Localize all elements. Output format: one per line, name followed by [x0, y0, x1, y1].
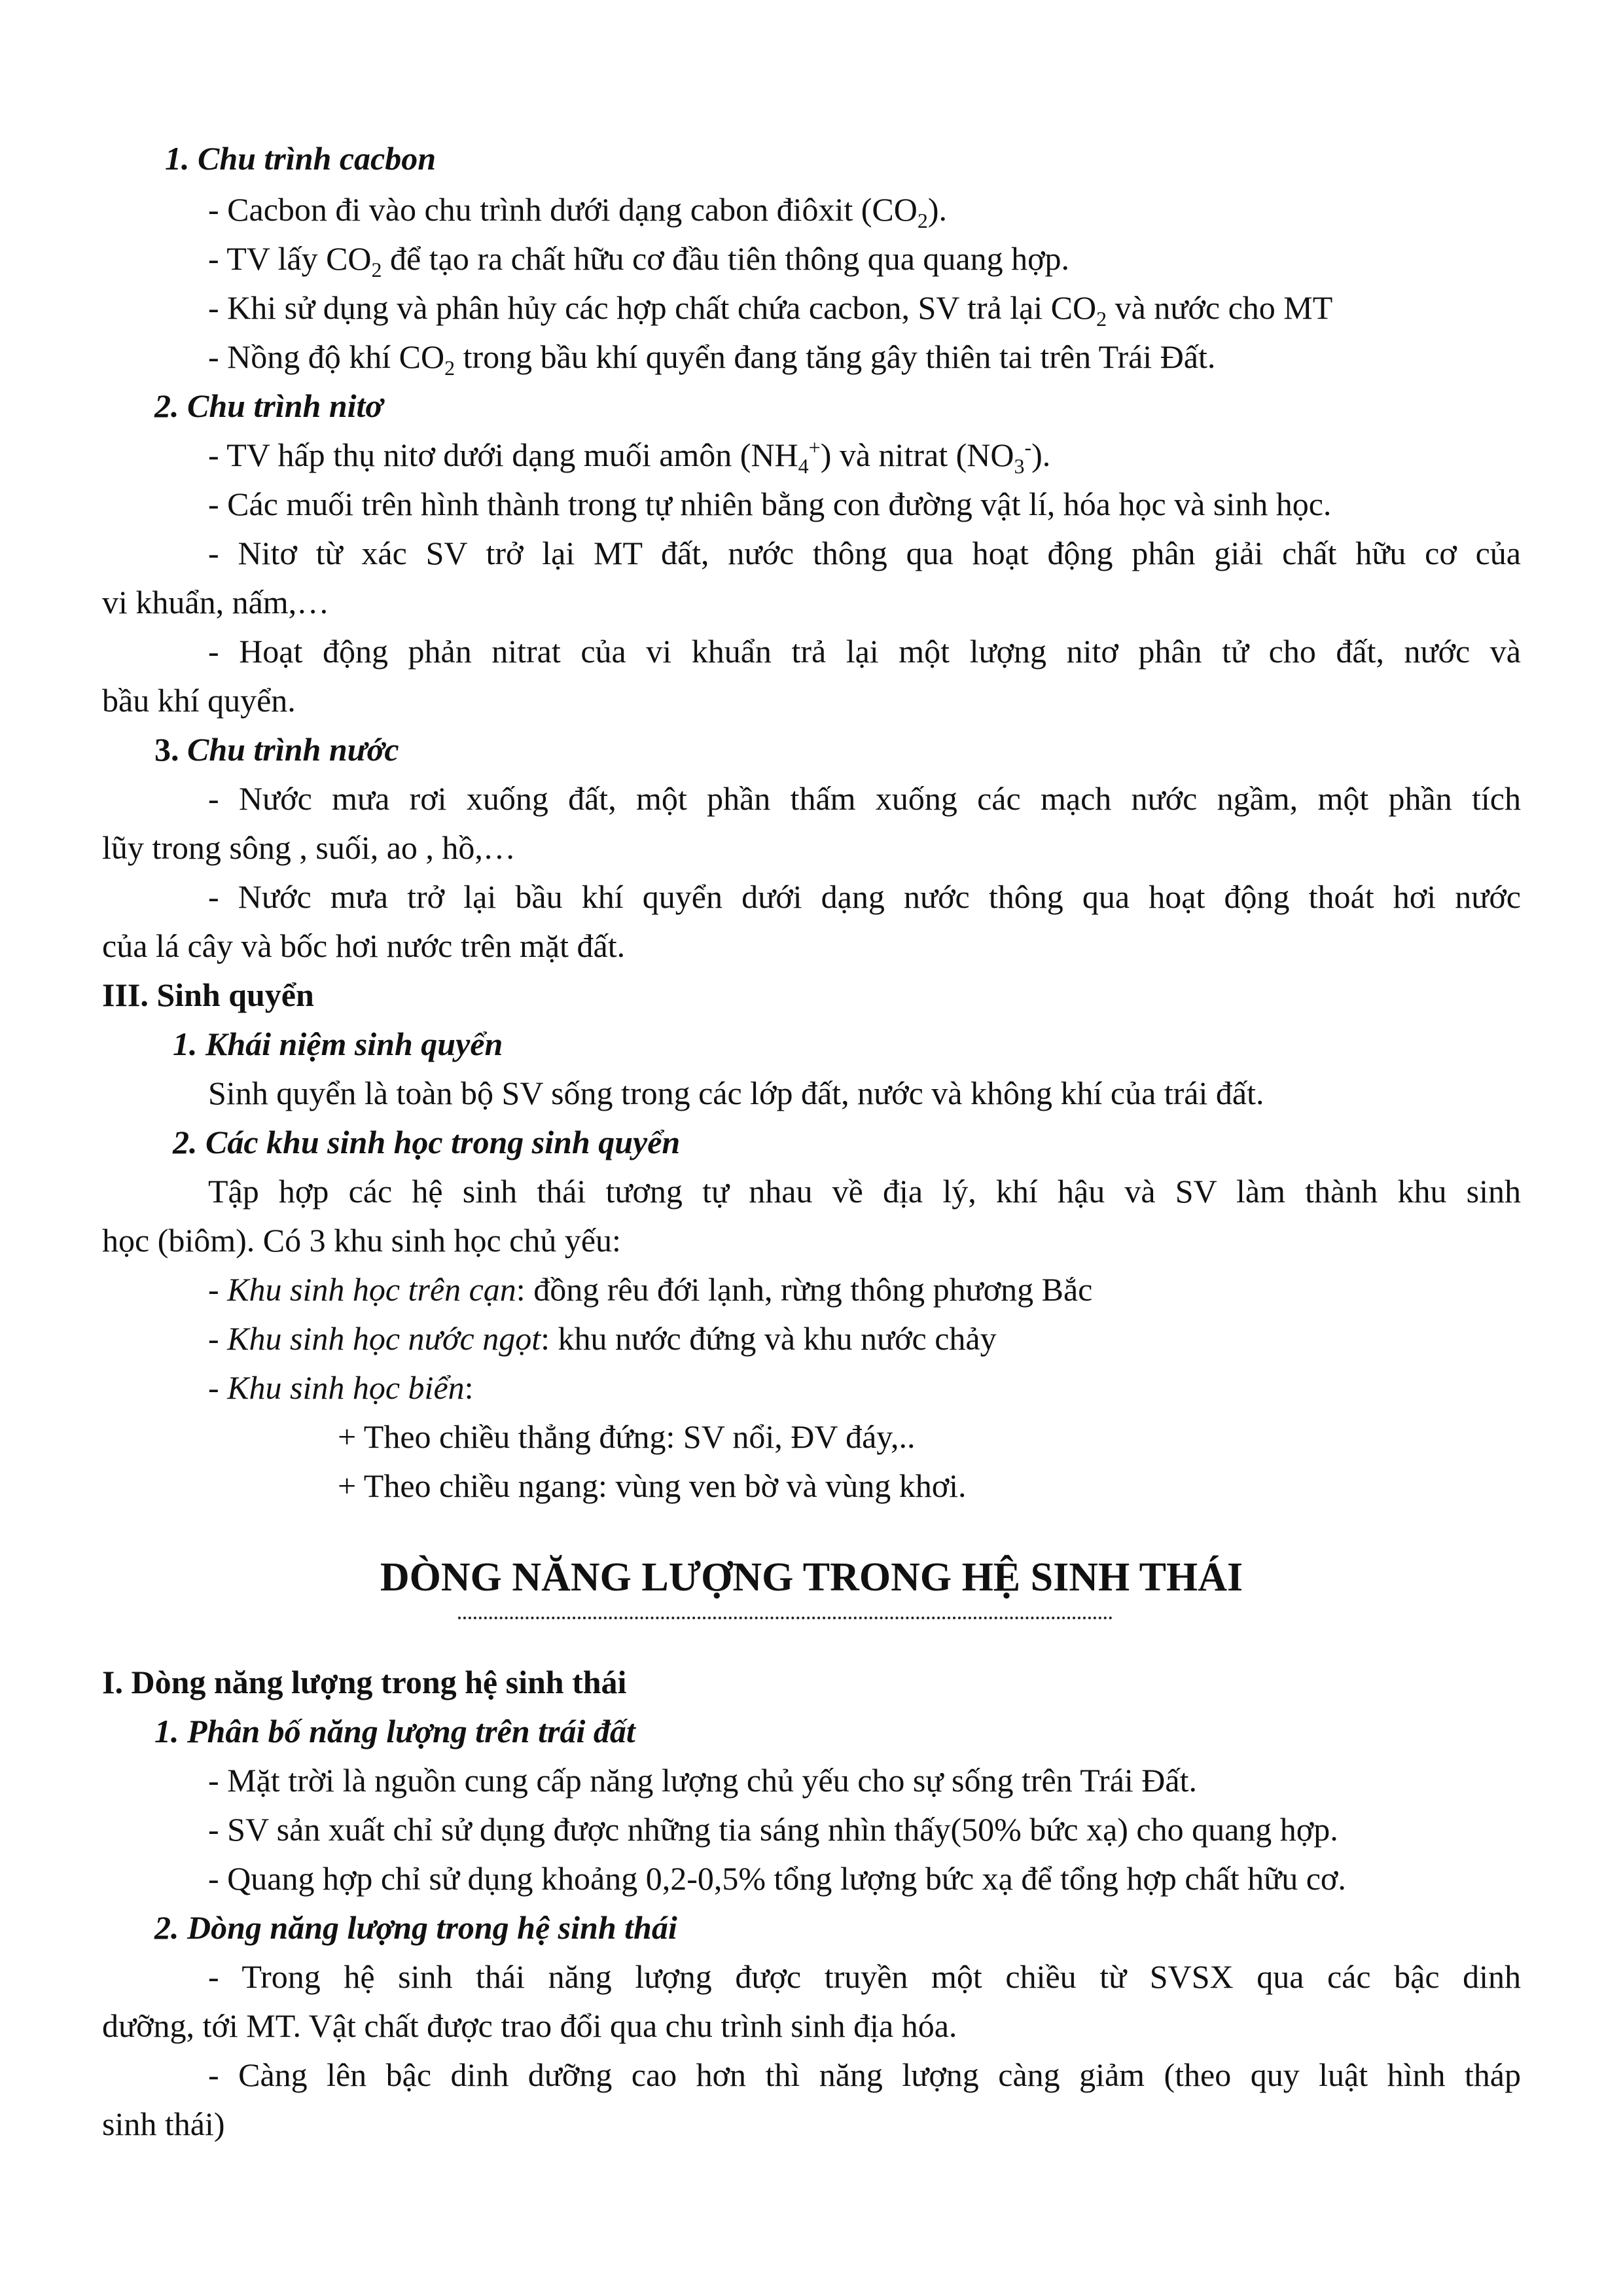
carbon-line-3: - Khi sử dụng và phân hủy các hợp chất chứa cacbon, SV trả lại $CO_2$ và nước cho MT	[208, 289, 1333, 331]
energy-eco-line-1: - Trong hệ sinh thái năng lượng được truyền một chiều từ SVSX qua các bậc dinh	[208, 1958, 1521, 1995]
biome-land: - Khu sinh học trên cạn: đồng rêu đới lạnh, rừng thông phương Bắc	[208, 1271, 1093, 1308]
heading-nitrogen-cycle: 2. Chu trình nitơ	[154, 387, 383, 424]
heading-energy-distribution: 1. Phân bố năng lượng trên trái đất	[154, 1713, 635, 1749]
energy-section-title: DÒNG NĂNG LƯỢNG TRONG HỆ SINH THÁI	[380, 1555, 1243, 1600]
water-line-2: - Nước mưa trở lại bầu khí quyển dưới dạng nước thông qua hoạt động thoát hơi nước	[208, 878, 1521, 915]
heading-biomes: 2. Các khu sinh học trong sinh quyển	[173, 1124, 681, 1160]
energy-dist-line-2: - SV sản xuất chỉ sử dụng được những tia sáng nhìn thấy(50% bức xạ) cho quang hợp.	[208, 1811, 1338, 1848]
biome-sea-horizontal: + Theo chiều ngang: vùng ven bờ và vùng khơi.	[338, 1467, 967, 1504]
energy-dist-line-1: - Mặt trời là nguồn cung cấp năng lượng chủ yếu cho sự sống trên Trái Đất.	[208, 1762, 1197, 1799]
nitrogen-line-1: - TV hấp thụ nitơ dưới dạng muối amôn $(NH_4^+)$ và nitrat $(NO_3^-)$.	[208, 435, 1051, 478]
carbon-line-1: - Cacbon đi vào chu trình dưới dạng cabon điôxit $(CO_2)$.	[208, 191, 948, 232]
energy-dist-line-3: - Quang hợp chỉ sử dụng khoảng 0,2-0,5% tổng lượng bức xạ để tổng hợp chất hữu cơ.	[208, 1860, 1346, 1897]
heading-carbon-cycle: 1. Chu trình cacbon	[165, 140, 437, 177]
biomes-intro-line-1: Tập hợp các hệ sinh thái tương tự nhau về địa lý, khí hậu và SV làm thành khu sinh	[208, 1173, 1521, 1210]
energy-eco-line-1-cont: dưỡng, tới MT. Vật chất được trao đổi qua chu trình sinh địa hóa.	[102, 2007, 957, 2044]
water-line-2-cont: của lá cây và bốc hơi nước trên mặt đất.	[102, 927, 626, 964]
nitrogen-line-4: - Hoạt động phản nitrat của vi khuẩn trả lại một lượng nitơ phân tử cho đất, nước và	[208, 633, 1521, 670]
heading-energy-flow: I. Dòng năng lượng trong hệ sinh thái	[102, 1664, 627, 1700]
carbon-line-2: - TV lấy $CO_2$ để tạo ra chất hữu cơ đầu tiên thông qua quang hợp.	[208, 240, 1070, 281]
nitrogen-line-3: - Nitơ từ xác SV trở lại MT đất, nước thông qua hoạt động phân giải chất hữu cơ của	[208, 535, 1521, 571]
biome-sea-vertical: + Theo chiều thẳng đứng: SV nổi, ĐV đáy,..	[338, 1418, 916, 1455]
carbon-line-4: - Nồng độ khí $CO_2$ trong bầu khí quyển đang tăng gây thiên tai trên Trái Đất.	[208, 338, 1216, 380]
nitrogen-line-2: - Các muối trên hình thành trong tự nhiên bằng con đường vật lí, hóa học và sinh học.	[208, 486, 1332, 522]
biosphere-concept-text: Sinh quyển là toàn bộ SV sống trong các lớp đất, nước và không khí của trái đất.	[208, 1075, 1264, 1111]
heading-biosphere: III. Sinh quyển	[102, 977, 314, 1013]
water-line-1: - Nước mưa rơi xuống đất, một phần thấm xuống các mạch nước ngầm, một phần tích	[208, 780, 1521, 817]
nitrogen-line-3-cont: vi khuẩn, nấm,…	[102, 584, 330, 620]
heading-energy-in-ecosystem: 2. Dòng năng lượng trong hệ sinh thái	[154, 1909, 677, 1946]
water-line-1-cont: lũy trong sông , suối, ao , hồ,…	[102, 829, 516, 866]
biomes-intro-line-2: học (biôm). Có 3 khu sinh học chủ yếu:	[102, 1222, 621, 1259]
energy-eco-line-2-cont: sinh thái)	[102, 2106, 225, 2142]
biome-sea: - Khu sinh học biển:	[208, 1369, 474, 1406]
biome-freshwater: - Khu sinh học nước ngọt: khu nước đứng và khu nước chảy	[208, 1320, 997, 1357]
heading-water-cycle: 3. Chu trình nước	[154, 731, 399, 768]
nitrogen-line-4-cont: bầu khí quyển.	[102, 682, 296, 719]
title-underline	[458, 1617, 1113, 1619]
energy-eco-line-2: - Càng lên bậc dinh dưỡng cao hơn thì năng lượng càng giảm (theo quy luật hình tháp	[208, 2056, 1521, 2093]
heading-biosphere-concept: 1. Khái niệm sinh quyển	[173, 1026, 503, 1062]
